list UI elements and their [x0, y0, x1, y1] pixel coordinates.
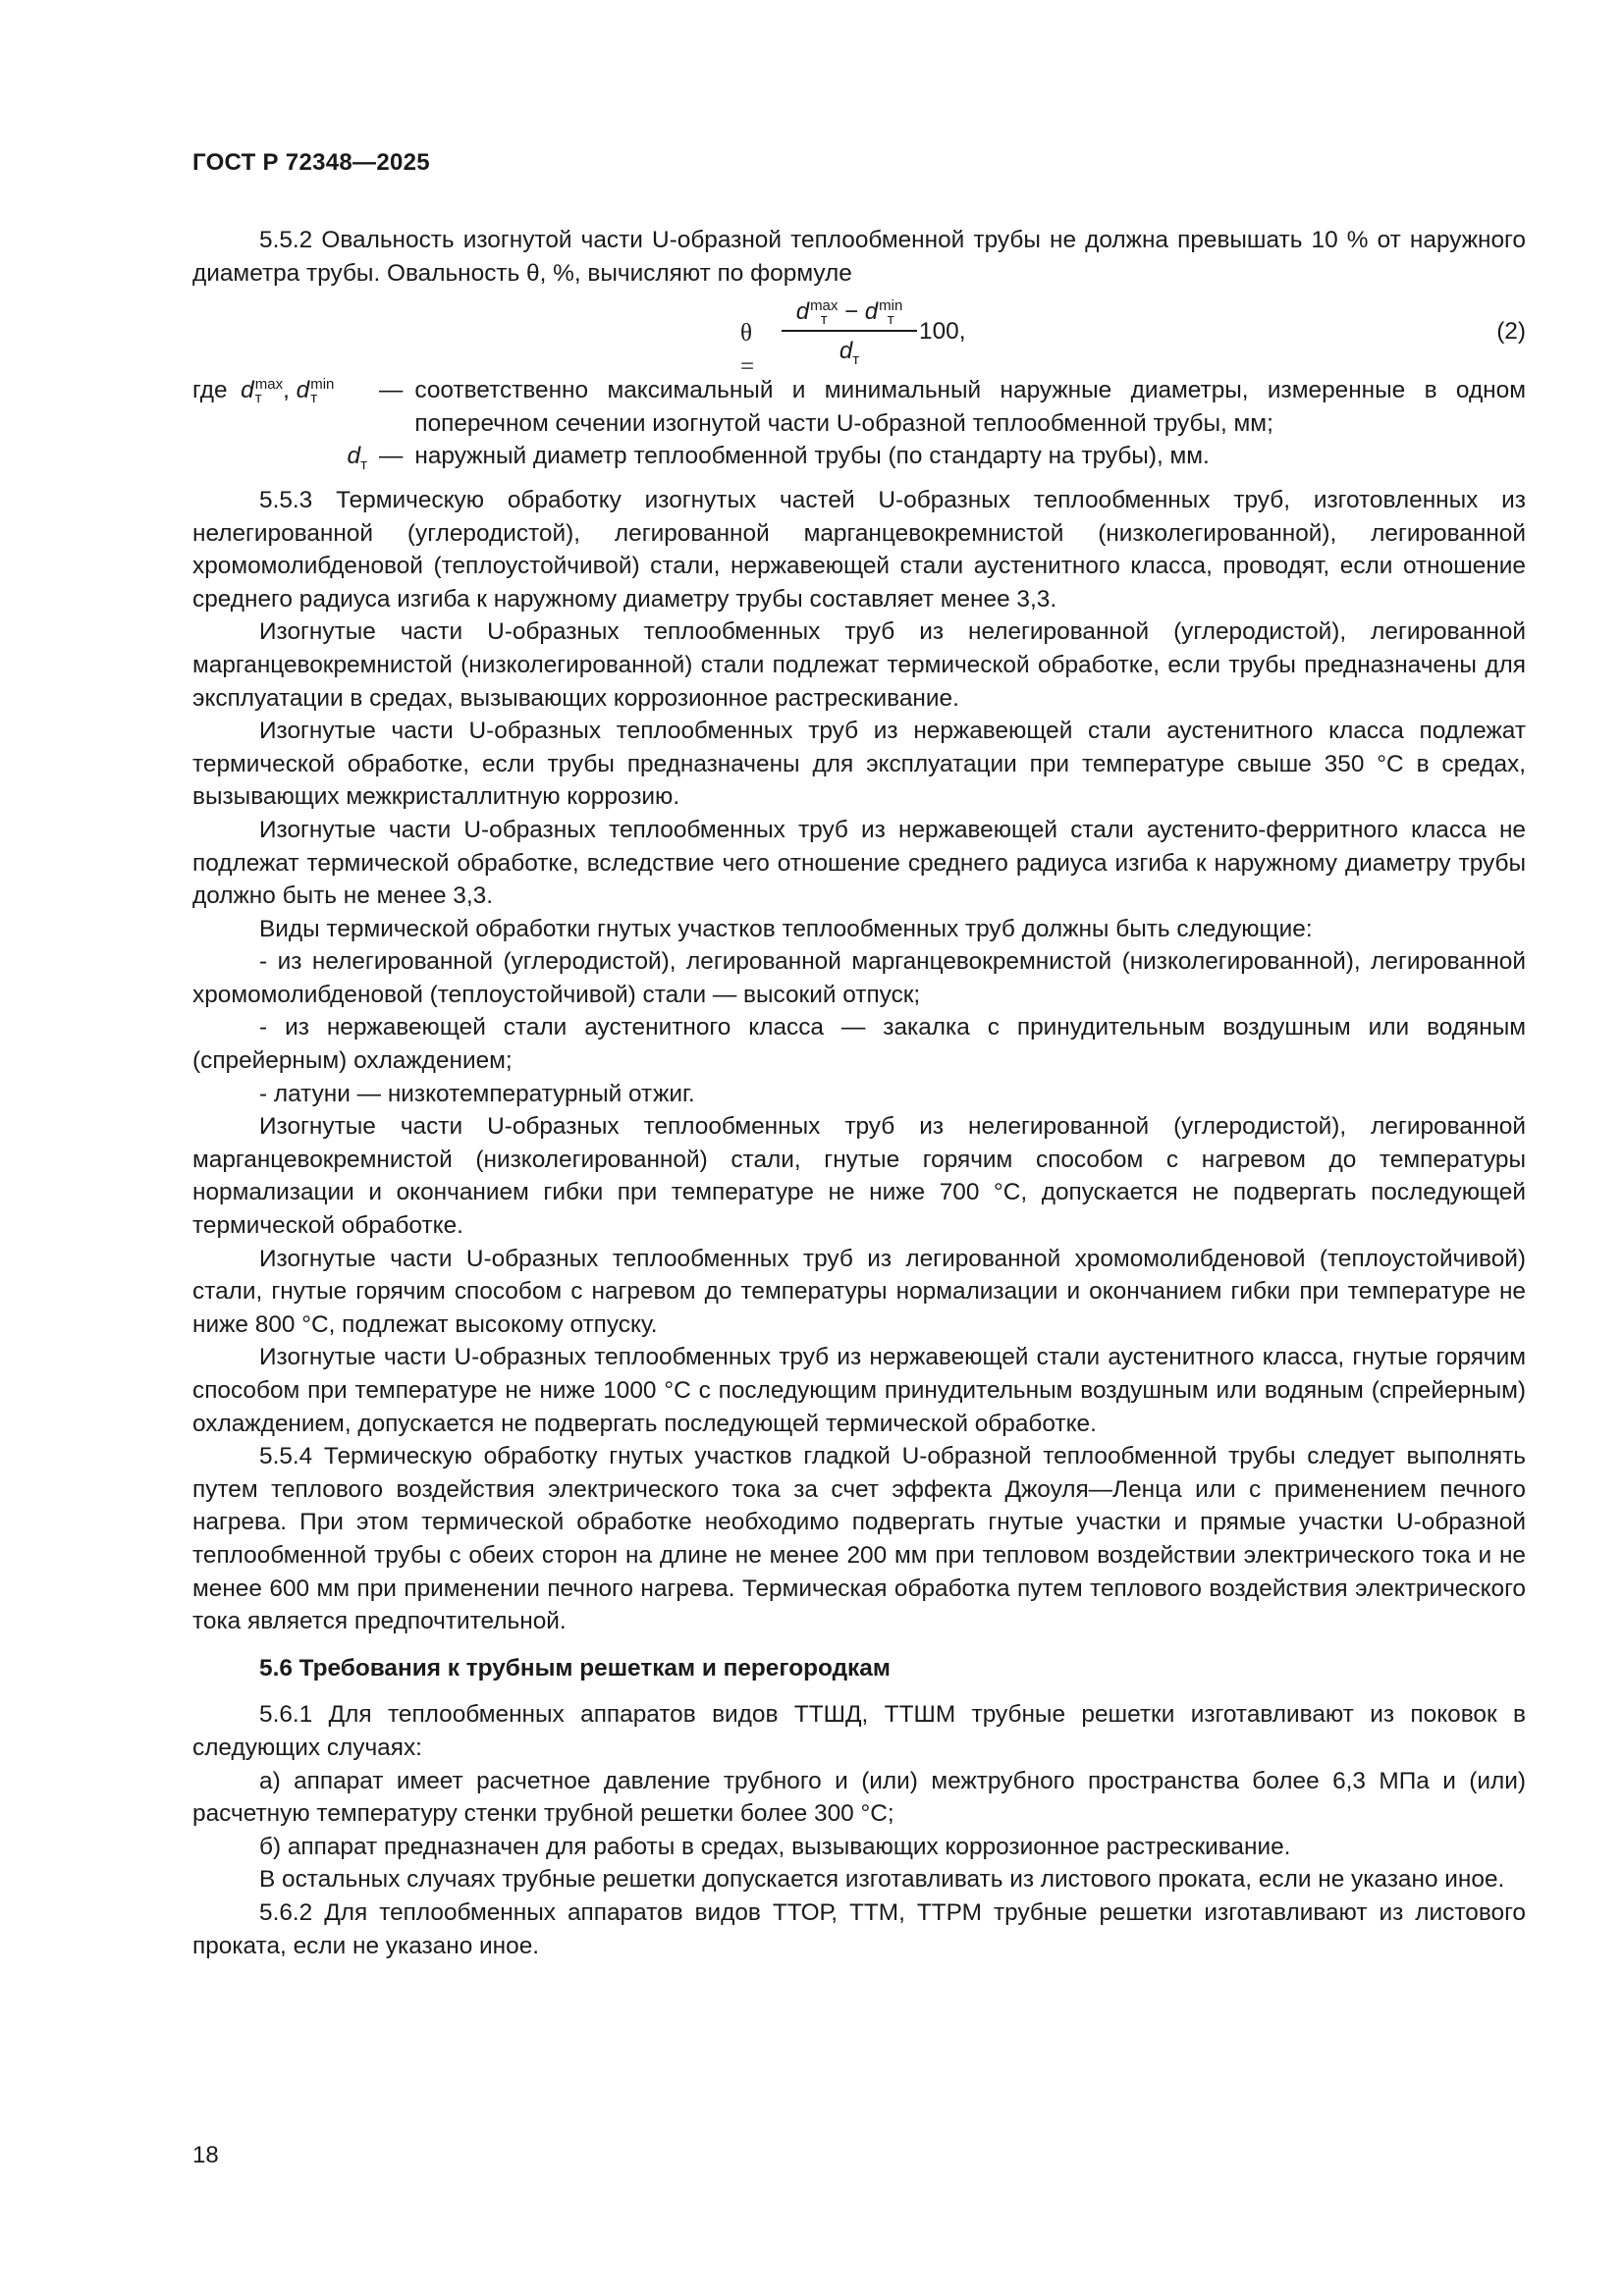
explanation-text-dmax-dmin: соответственно максимальный и минимальный наружные диаметры, измеренные в одном поперечном сечении изогнутой части U-образной теплообменной трубы, мм; [414, 377, 1526, 437]
formula-lhs: θ = [740, 320, 755, 380]
list-item: - из нержавеющей стали аустенитного класса — закалка с принудительным воздушным или водяным (спрейерным) охлаждением; [192, 1014, 1526, 1075]
formula-explanation [192, 374, 1526, 482]
paragraph: Изогнутые части U-образных теплообменных труб из нержавеющей стали аустенитного класса, гнутые горячим способом при температуре не ниже 1000 °С с последующим принудительным воздушным или водяным (спрейерным) охлаждением, допускается не подвергать последующей термической обработке. [192, 1344, 1526, 1437]
list-item: а) аппарат имеет расчетное давление трубного и (или) межтрубного пространства более 6,3 МПа и (или) расчетную температуру стенки трубной решетки более 300 °С; [192, 1767, 1526, 1828]
paragraph: В остальных случаях трубные решетки допускается изготавливать из листового проката, если не указано иное. [259, 1866, 1505, 1894]
document-code-header: ГОСТ Р 72348—2025 [192, 149, 430, 176]
explanation-text-d: наружный диаметр теплообменной трубы (по стандарту на трубы), мм. [414, 443, 1210, 470]
formula-numerator: d max т − d min т [795, 296, 903, 328]
symbol-d: $d_т$ [347, 443, 367, 474]
formula-denominator: $d_т$ [839, 338, 860, 369]
list-item: - из нелегированной (углеродистой), легированной марганцевокремнистой (низколегированной), легированной хромомолибденовой (теплоустойчивой) стали — высокий отпуск; [192, 948, 1526, 1008]
paragraph-5-6-1: 5.6.1 Для теплообменных аппаратов видов ТТШД, ТТШМ трубные решетки изготавливают из поковок в следующих случаях: [192, 1701, 1526, 1761]
section-heading-5-6: 5.6 Требования к трубным решеткам и перегородкам [259, 1654, 891, 1682]
paragraph: Виды термической обработки гнутых участков теплообменных труб должны быть следующие: [259, 915, 1313, 942]
paragraph-5-5-4: 5.5.4 Термическую обработку гнутых участков гладкой U-образной теплообменной трубы следует выполнять путем теплового воздействия электрического тока за счет эффекта Джоуля—Ленца или с применением печного нагрева. При этом термической обработке необходимо подвергать гнутые участки и прямые участки U-образной теплообменной трубы с обеих сторон на длине не менее 200 мм при тепловом воздействии электрического тока и не менее 600 мм при применении печного нагрева. Термическая обработка путем теплового воздействия электрического тока является предпочтительной. [192, 1443, 1526, 1635]
document-body [192, 224, 1526, 1962]
paragraph: Изогнутые части U-образных теплообменных труб из нержавеющей стали аустенито-ферритного класса не подлежат термической обработке, вследствие чего отношение среднего радиуса изгиба к наружному диаметру трубы должно быть не менее 3,3. [192, 816, 1526, 910]
where-word: где [192, 377, 228, 404]
paragraph: Изогнутые части U-образных теплообменных труб из легированной хромомолибденовой (теплоустойчивой) стали, гнутые горячим способом с нагревом до температуры нормализации и окончанием гибки при температуре не ниже 800 °С, подлежат высокому отпуску. [192, 1245, 1526, 1338]
formula-multiplier: 100, [919, 318, 966, 346]
paragraph: Изогнутые части U-образных теплообменных труб из нержавеющей стали аустенитного класса подлежат термической обработке, если трубы предназначены для эксплуатации при температуре свыше 350 °С в средах, вызывающих межкристаллитную коррозию. [192, 718, 1526, 811]
formula-number: (2) [1496, 318, 1526, 346]
paragraph: Изогнутые части U-образных теплообменных труб из нелегированной (углеродистой), легированной марганцевокремнистой (низколегированной) стали, гнутые горячим способом с нагревом до температуры нормализации и окончанием гибки при температуре не ниже 700 °С, допускается не подвергать последующей термической обработке. [192, 1113, 1526, 1240]
paragraph-5-5-3: 5.5.3 Термическую обработку изогнутых частей U-образных теплообменных труб, изготовленных из нелегированной (углеродистой), легированной марганцевокремнистой (низколегированной), легированной хромомолибденовой (теплоустойчивой) стали, нержавеющей стали аустенитного класса, проводят, если отношение среднего радиуса изгиба к наружному диаметру трубы составляет менее 3,3. [192, 486, 1526, 613]
document-page [192, 0, 1526, 2296]
paragraph-5-5-2: 5.5.2 Овальность изогнутой части U-образной теплообменной трубы не должна превышать 10 % от наружного диаметра трубы. Овальность θ, %, вычисляют по формуле [192, 227, 1526, 287]
explanation-row-d [192, 440, 1526, 482]
formula-fraction-bar [782, 330, 917, 332]
formula-2 [192, 294, 1526, 380]
paragraph-5-6-2: 5.6.2 Для теплообменных аппаратов видов ТТОР, ТТМ, ТТРМ трубные решетки изготавливают из листового проката, если не указано иное. [192, 1898, 1526, 1959]
list-item: - латуни — низкотемпературный отжиг. [259, 1080, 695, 1107]
page-number: 18 [192, 2142, 219, 2168]
paragraph: Изогнутые части U-образных теплообменных труб из нелегированной (углеродистой), легированной марганцевокремнистой (низколегированной) стали подлежат термической обработке, если трубы предназначены для эксплуатации в средах, вызывающих коррозионное растрескивание. [192, 618, 1526, 712]
explanation-dash: — [379, 377, 404, 404]
symbol-dmax-dmin: d max т , d min т [241, 375, 335, 406]
explanation-row-dmax-dmin [192, 374, 1526, 440]
explanation-dash: — [379, 443, 404, 470]
list-item: б) аппарат предназначен для работы в средах, вызывающих коррозионное растрескивание. [259, 1833, 1291, 1860]
formula-fraction [782, 294, 917, 370]
